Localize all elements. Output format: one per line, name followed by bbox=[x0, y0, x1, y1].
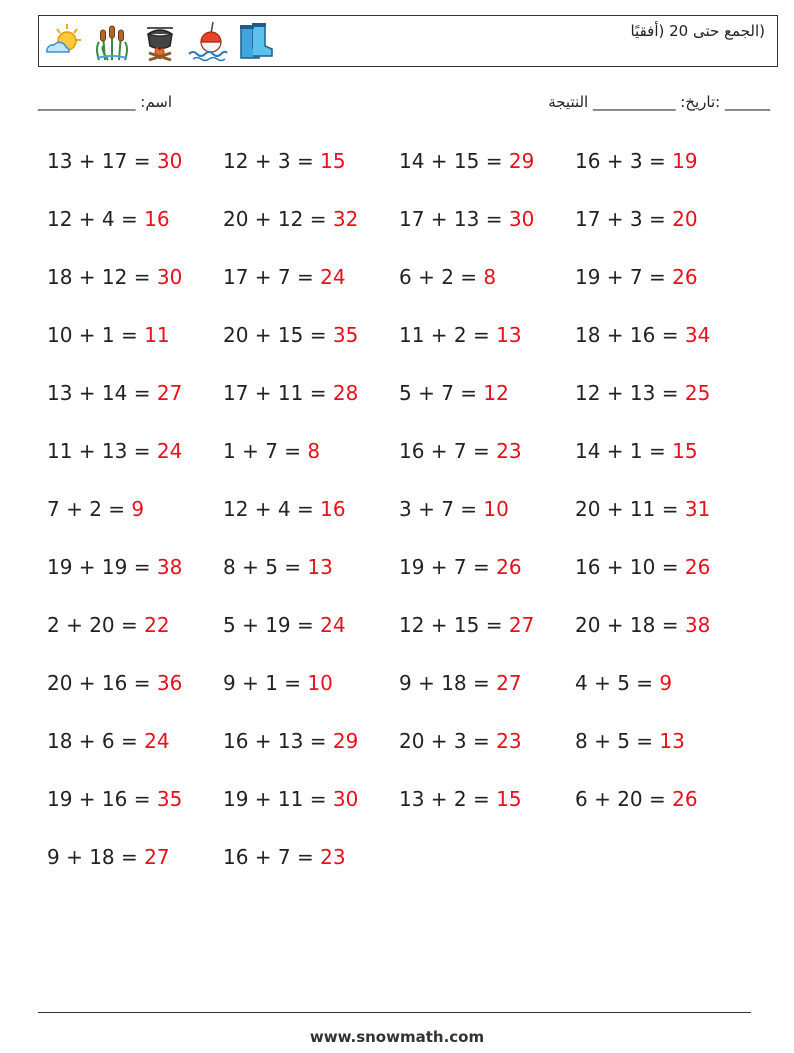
problem-answer: 30 bbox=[332, 787, 359, 811]
problem-answer: 24 bbox=[156, 439, 183, 463]
problem-answer: 12 bbox=[483, 381, 509, 405]
problem-question: 20 + 3 = bbox=[399, 729, 497, 753]
problem-cell bbox=[575, 144, 751, 202]
problem-row bbox=[47, 550, 767, 608]
problem-cell bbox=[47, 260, 223, 318]
problem-answer: 15 bbox=[320, 149, 346, 173]
campfire-pot-icon bbox=[139, 20, 181, 62]
problem-answer: 24 bbox=[144, 729, 170, 753]
problem-answer: 32 bbox=[332, 207, 359, 231]
problem-cell bbox=[399, 376, 575, 434]
problem-question: 12 + 3 = bbox=[223, 149, 321, 173]
problem-question: 12 + 13 = bbox=[575, 381, 685, 405]
problem-question: 9 + 18 = bbox=[399, 671, 497, 695]
problem-cell bbox=[575, 376, 751, 434]
problem-answer: 30 bbox=[508, 207, 535, 231]
problem-cell bbox=[47, 376, 223, 434]
problem-cell bbox=[575, 550, 751, 608]
problem-cell bbox=[47, 492, 223, 550]
problem-answer: 15 bbox=[496, 787, 522, 811]
problem-cell bbox=[47, 724, 223, 782]
problem-cell bbox=[399, 144, 575, 202]
problem-answer: 35 bbox=[332, 323, 359, 347]
problem-row bbox=[47, 434, 767, 492]
problem-answer: 31 bbox=[684, 497, 711, 521]
problem-answer: 10 bbox=[483, 497, 509, 521]
problem-row bbox=[47, 260, 767, 318]
problem-question: 19 + 7 = bbox=[399, 555, 497, 579]
problem-question: 19 + 11 = bbox=[223, 787, 333, 811]
problem-answer: 27 bbox=[144, 845, 170, 869]
problems-grid bbox=[47, 144, 767, 898]
problem-question: 16 + 7 = bbox=[223, 845, 321, 869]
problem-answer: 27 bbox=[496, 671, 522, 695]
worksheet-title: (الجمع حتى 20 (أفقيًا bbox=[630, 22, 765, 40]
problem-cell bbox=[223, 666, 399, 724]
problem-question: 17 + 11 = bbox=[223, 381, 333, 405]
problem-answer: 36 bbox=[156, 671, 183, 695]
problem-cell bbox=[575, 724, 751, 782]
problem-answer: 23 bbox=[496, 729, 522, 753]
problem-cell bbox=[47, 608, 223, 666]
problem-cell bbox=[399, 260, 575, 318]
problem-question: 9 + 1 = bbox=[223, 671, 308, 695]
problem-answer: 16 bbox=[320, 497, 346, 521]
problem-cell bbox=[575, 434, 751, 492]
problem-question: 18 + 16 = bbox=[575, 323, 685, 347]
rain-boots-icon bbox=[235, 20, 277, 62]
problem-cell bbox=[399, 724, 575, 782]
problem-question: 18 + 12 = bbox=[47, 265, 157, 289]
problem-answer: 34 bbox=[684, 323, 711, 347]
problem-answer: 16 bbox=[144, 207, 170, 231]
problem-answer: 38 bbox=[156, 555, 183, 579]
problem-cell bbox=[575, 260, 751, 318]
problem-answer: 22 bbox=[144, 613, 170, 637]
problem-question: 19 + 19 = bbox=[47, 555, 157, 579]
problem-answer: 24 bbox=[320, 265, 346, 289]
problem-row bbox=[47, 782, 767, 840]
problem-answer: 26 bbox=[672, 787, 698, 811]
problem-cell bbox=[575, 666, 751, 724]
cattail-plant-icon bbox=[91, 20, 133, 62]
problem-cell bbox=[223, 840, 399, 898]
problem-answer: 10 bbox=[307, 671, 333, 695]
problem-cell bbox=[47, 202, 223, 260]
problem-question: 20 + 15 = bbox=[223, 323, 333, 347]
problem-answer: 28 bbox=[332, 381, 359, 405]
problem-cell bbox=[223, 550, 399, 608]
problem-question: 7 + 2 = bbox=[47, 497, 132, 521]
problem-question: 12 + 4 = bbox=[47, 207, 145, 231]
problem-question: 17 + 7 = bbox=[223, 265, 321, 289]
problem-answer: 30 bbox=[156, 265, 183, 289]
problem-answer: 19 bbox=[672, 149, 698, 173]
problem-row bbox=[47, 376, 767, 434]
problem-question: 19 + 16 = bbox=[47, 787, 157, 811]
problem-answer: 13 bbox=[496, 323, 522, 347]
problem-answer: 13 bbox=[307, 555, 333, 579]
problem-cell bbox=[575, 492, 751, 550]
problem-cell bbox=[575, 608, 751, 666]
problem-question: 5 + 7 = bbox=[399, 381, 484, 405]
problem-question: 12 + 15 = bbox=[399, 613, 509, 637]
problem-row bbox=[47, 492, 767, 550]
problem-answer: 27 bbox=[156, 381, 183, 405]
problem-question: 14 + 1 = bbox=[575, 439, 673, 463]
problem-cell bbox=[399, 550, 575, 608]
fishing-float-icon bbox=[187, 20, 229, 62]
problem-cell bbox=[47, 666, 223, 724]
problem-cell bbox=[399, 608, 575, 666]
problem-question: 17 + 3 = bbox=[575, 207, 673, 231]
problem-answer: 26 bbox=[672, 265, 698, 289]
problem-question: 13 + 17 = bbox=[47, 149, 157, 173]
problem-answer: 23 bbox=[320, 845, 346, 869]
problem-row bbox=[47, 840, 767, 898]
sun-cloud-icon bbox=[43, 20, 85, 62]
problem-answer: 24 bbox=[320, 613, 346, 637]
problem-answer: 15 bbox=[672, 439, 698, 463]
problem-cell bbox=[47, 318, 223, 376]
name-field: اسم: _____________ bbox=[38, 93, 173, 111]
problem-question: 12 + 4 = bbox=[223, 497, 321, 521]
problem-cell bbox=[575, 202, 751, 260]
problem-cell bbox=[399, 202, 575, 260]
problem-cell bbox=[223, 434, 399, 492]
problem-answer: 9 bbox=[659, 671, 673, 695]
footer-url: www.snowmath.com bbox=[309, 1028, 485, 1046]
problem-question: 16 + 10 = bbox=[575, 555, 685, 579]
problem-question: 8 + 5 = bbox=[575, 729, 660, 753]
problem-cell bbox=[223, 724, 399, 782]
problem-question: 5 + 19 = bbox=[223, 613, 321, 637]
problem-answer: 9 bbox=[131, 497, 145, 521]
problem-cell bbox=[223, 202, 399, 260]
problem-answer: 29 bbox=[508, 149, 535, 173]
problem-question: 20 + 16 = bbox=[47, 671, 157, 695]
problem-cell bbox=[223, 260, 399, 318]
problem-question: 6 + 2 = bbox=[399, 265, 484, 289]
problem-question: 1 + 7 = bbox=[223, 439, 308, 463]
problem-row bbox=[47, 666, 767, 724]
problem-question: 20 + 11 = bbox=[575, 497, 685, 521]
problem-question: 19 + 7 = bbox=[575, 265, 673, 289]
problem-question: 11 + 2 = bbox=[399, 323, 497, 347]
problem-cell bbox=[575, 782, 751, 840]
problem-answer: 26 bbox=[684, 555, 711, 579]
problem-answer: 8 bbox=[483, 265, 497, 289]
problem-answer: 13 bbox=[659, 729, 685, 753]
problem-question: 13 + 2 = bbox=[399, 787, 497, 811]
problem-question: 16 + 13 = bbox=[223, 729, 333, 753]
worksheet-header bbox=[38, 15, 778, 67]
problem-row bbox=[47, 144, 767, 202]
problem-cell bbox=[223, 318, 399, 376]
problem-cell bbox=[47, 550, 223, 608]
problem-cell bbox=[223, 492, 399, 550]
problem-question: 14 + 15 = bbox=[399, 149, 509, 173]
problem-question: 10 + 1 = bbox=[47, 323, 145, 347]
problem-answer: 26 bbox=[496, 555, 522, 579]
problem-row bbox=[47, 202, 767, 260]
problem-answer: 11 bbox=[144, 323, 170, 347]
problem-question: 18 + 6 = bbox=[47, 729, 145, 753]
problem-cell bbox=[223, 376, 399, 434]
problem-cell bbox=[399, 434, 575, 492]
problem-cell bbox=[399, 782, 575, 840]
problem-question: 16 + 7 = bbox=[399, 439, 497, 463]
problem-question: 20 + 12 = bbox=[223, 207, 333, 231]
problem-question: 13 + 14 = bbox=[47, 381, 157, 405]
problem-question: 8 + 5 = bbox=[223, 555, 308, 579]
problem-row bbox=[47, 724, 767, 782]
date-score-field: ______ :تاريخ: ___________ النتيجة bbox=[548, 93, 770, 111]
problem-question: 6 + 20 = bbox=[575, 787, 673, 811]
problem-cell bbox=[399, 492, 575, 550]
problem-answer: 30 bbox=[156, 149, 183, 173]
problem-answer: 29 bbox=[332, 729, 359, 753]
problem-answer: 38 bbox=[684, 613, 711, 637]
problem-question: 9 + 18 = bbox=[47, 845, 145, 869]
problem-cell bbox=[575, 318, 751, 376]
problem-answer: 25 bbox=[684, 381, 711, 405]
problem-question: 3 + 7 = bbox=[399, 497, 484, 521]
problem-cell bbox=[399, 666, 575, 724]
problem-question: 2 + 20 = bbox=[47, 613, 145, 637]
problem-row bbox=[47, 318, 767, 376]
problem-answer: 20 bbox=[672, 207, 698, 231]
problem-answer: 8 bbox=[307, 439, 321, 463]
problem-cell bbox=[223, 782, 399, 840]
problem-cell bbox=[223, 144, 399, 202]
problem-cell bbox=[223, 608, 399, 666]
header-icons bbox=[43, 20, 277, 64]
problem-question: 11 + 13 = bbox=[47, 439, 157, 463]
problem-cell bbox=[47, 782, 223, 840]
problem-row bbox=[47, 608, 767, 666]
problem-question: 16 + 3 = bbox=[575, 149, 673, 173]
problem-question: 17 + 13 = bbox=[399, 207, 509, 231]
problem-cell bbox=[47, 434, 223, 492]
problem-answer: 27 bbox=[508, 613, 535, 637]
footer-divider bbox=[38, 1012, 751, 1013]
problem-answer: 35 bbox=[156, 787, 183, 811]
problem-question: 4 + 5 = bbox=[575, 671, 660, 695]
problem-cell bbox=[47, 840, 223, 898]
problem-cell bbox=[47, 144, 223, 202]
problem-answer: 23 bbox=[496, 439, 522, 463]
problem-cell bbox=[399, 318, 575, 376]
problem-question: 20 + 18 = bbox=[575, 613, 685, 637]
